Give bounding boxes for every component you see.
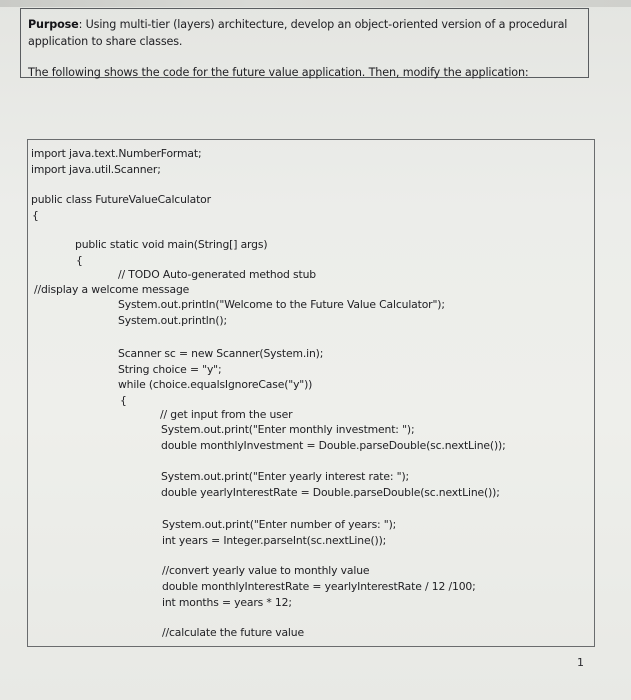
purpose-intro: The following shows the code for the future value application. Then, modify the application: xyxy=(28,66,529,79)
code-line: int years = Integer.parseInt(sc.nextLine()); xyxy=(162,534,387,547)
page-top-edge xyxy=(0,0,631,7)
code-line: //calculate the future value xyxy=(162,626,304,639)
code-line: // get input from the user xyxy=(160,408,293,421)
code-line: Scanner sc = new Scanner(System.in); xyxy=(118,347,324,360)
code-line: System.out.print("Enter monthly investment: "); xyxy=(161,423,415,436)
code-line: //convert yearly value to monthly value xyxy=(162,564,370,577)
page-number: 1 xyxy=(577,656,584,669)
code-listing xyxy=(27,139,595,647)
code-line: import java.text.NumberFormat; xyxy=(31,147,202,160)
code-line: String choice = "y"; xyxy=(118,363,222,376)
purpose-line-2: application to share classes. xyxy=(28,35,183,48)
code-line: public static void main(String[] args) xyxy=(75,238,268,251)
code-line: double monthlyInterestRate = yearlyInterestRate / 12 /100; xyxy=(162,580,476,593)
code-line: System.out.print("Enter number of years: "); xyxy=(162,518,397,531)
purpose-text: : Using multi-tier (layers) architecture, develop an object-oriented version of a procedural xyxy=(78,18,568,31)
code-line: System.out.print("Enter yearly interest rate: "); xyxy=(161,470,409,483)
code-line: import java.util.Scanner; xyxy=(31,163,161,176)
code-line: { xyxy=(120,394,127,407)
code-line: while (choice.equalsIgnoreCase("y")) xyxy=(118,378,313,391)
purpose-line-1 xyxy=(28,18,567,32)
code-line: int months = years * 12; xyxy=(162,596,292,609)
code-line: { xyxy=(32,209,39,222)
purpose-box xyxy=(20,8,589,78)
code-line: // TODO Auto-generated method stub xyxy=(118,268,316,281)
code-line: { xyxy=(76,254,83,267)
code-line: //display a welcome message xyxy=(34,283,190,296)
code-line: double monthlyInvestment = Double.parseDouble(sc.nextLine()); xyxy=(161,439,506,452)
purpose-label: Purpose xyxy=(28,18,79,31)
code-line: public class FutureValueCalculator xyxy=(31,193,211,206)
code-line: double yearlyInterestRate = Double.parseDouble(sc.nextLine()); xyxy=(161,486,500,499)
code-line: System.out.println(); xyxy=(118,314,227,327)
code-line: System.out.println("Welcome to the Future Value Calculator"); xyxy=(118,298,445,311)
